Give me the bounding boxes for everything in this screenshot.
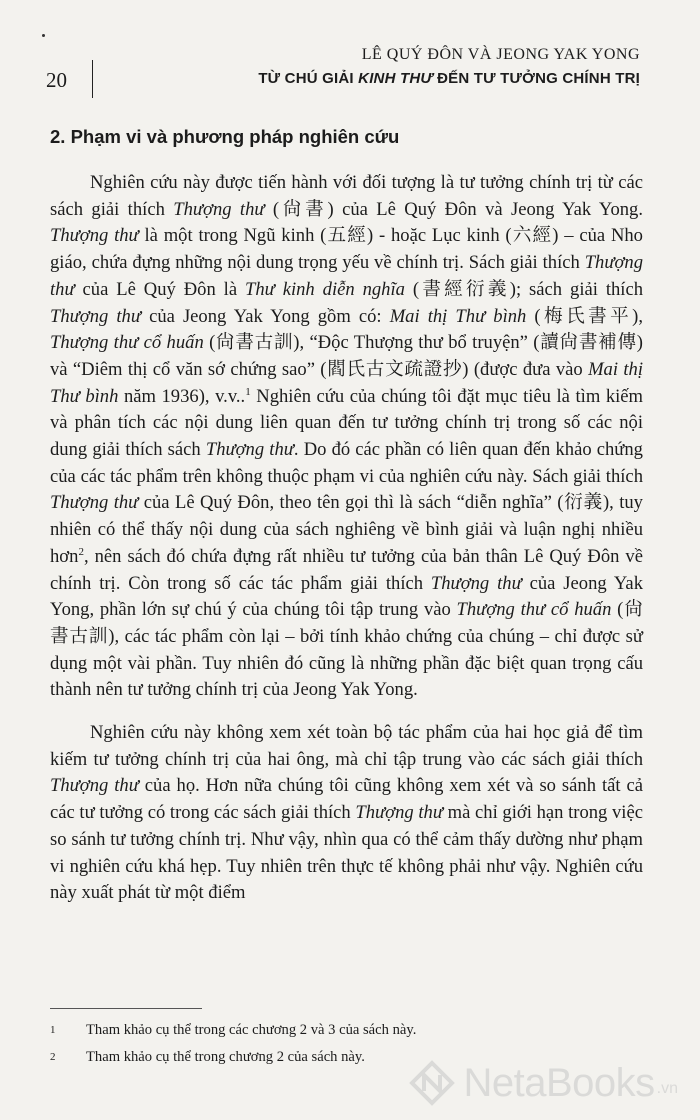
text-run: là một trong Ngũ kinh (五經) - hoặc Lục kinh (六經) – của Nho giáo, chứa đựng những nội dung trọng yếu về chính trị. Sách giải thích [50,225,643,274]
italic-title: Thượng thư [50,492,139,514]
text-run: mà chỉ giới hạn trong việc so sánh tư tưởng chính trị. Như vậy, nhìn qua có thể cảm thấy dường như phạm vi nghiên cứu khá hẹp. Tuy nhiên trên thực tế không phải như vậy. Nghiên cứu này xuất phát từ một điểm [50,802,643,904]
section-heading: 2. Phạm vi và phương pháp nghiên cứu [50,126,400,147]
watermark-text: NetaBooks [463,1060,655,1105]
watermark [409,1060,678,1106]
italic-title: Thượng thư [355,802,443,824]
text-run: của Lê Quý Đôn, theo tên gọi thì là sách “diễn nghĩa” (衍義), tuy nhiên có thể thấy nội dung của sách nghiêng về bình giải và luận nghị nhiều hơn [50,492,643,567]
italic-title: Thượng thư [50,225,139,247]
italic-title: Thượng thư [50,305,141,327]
text-run: , nên sách đó chứa đựng rất nhiều tư tưởng của bản thân Lê Quý Đôn về chính trị. Còn trong số các tác phẩm giải thích [50,545,643,594]
italic-title: Thượng thư cổ huấn [456,599,612,621]
italic-title: Mai thị Thư bình [50,358,643,407]
text-run: Nghiên cứu này không xem xét toàn bộ tác phẩm của hai học giả để tìm kiếm tư tưởng chính trị của hai ông, mà chỉ tập trung vào các sách giải thích [50,722,643,770]
page-number: 20 [46,68,67,92]
watermark-suffix: .vn [656,1080,678,1097]
body-text [50,170,643,907]
text-run: (尙書古訓), các tác phẩm còn lại – bởi tính khảo chứng của chúng – chỉ được sử dụng một vài phần. Tuy nhiên đó cũng là những phần đặc biệt quan trọng cấu thành nên tư tưởng chính trị của Jeong Yak Yong. [50,599,644,701]
footnote [50,1020,650,1040]
running-header-title-suffix: ĐẾN TƯ TƯỞNG CHÍNH TRỊ [432,70,640,87]
paragraph [50,170,643,704]
netabooks-logo-icon [409,1060,455,1106]
footnote-mark: 2 [50,1051,56,1063]
italic-title: Mai thị Thư bình [389,305,527,327]
italic-title: Thượng thư [205,439,294,461]
italic-title: Thượng thư [430,572,522,594]
footnote-text: Tham khảo cụ thể trong các chương 2 và 3 của sách này. [86,1022,417,1038]
running-header-title-italic: KINH THƯ [358,70,433,87]
header-divider [92,60,93,98]
italic-title: Thượng thư [173,198,265,220]
italic-title: Thượng thư cổ huấn [50,332,204,354]
italic-title: Thượng thư [50,775,139,797]
text-run: Nghiên cứu này được tiến hành với đối tượng là tư tưởng chính trị từ các sách giải thích [50,172,643,220]
running-header-authors: LÊ QUÝ ĐÔN VÀ JEONG YAK YONG [361,46,640,63]
footnote-ref: 2 [78,545,84,558]
running-header-title-prefix: TỪ CHÚ GIẢI [258,70,359,87]
text-run: (書經衍義); sách giải thích [404,278,643,300]
text-run: của Lê Quý Đôn là [74,278,246,300]
paragraph [50,720,643,907]
footnote-text: Tham khảo cụ thể trong chương 2 của sách này. [86,1049,365,1065]
italic-title: Thượng thư [50,252,643,300]
header-dot [42,34,45,37]
footnote-mark: 1 [50,1024,56,1036]
text-run: năm 1936), v.v.. [118,385,246,407]
running-header [258,46,640,87]
italic-title: Thư kinh diễn nghĩa [245,278,405,300]
running-header-title [258,70,640,87]
text-run: của Jeong Yak Yong, phần lớn sự chú ý của chúng tôi tập trung vào [50,572,643,621]
text-run: Nghiên cứu của chúng tôi đặt mục tiêu là tìm kiếm và phân tích các nội dung liên quan đến tư tưởng chính trị trong số các nội dung giải thích sách [50,385,644,461]
text-run: của Jeong Yak Yong gồm có: [140,305,390,327]
footnote-ref: 1 [245,385,251,398]
text-run: của họ. Hơn nữa chúng tôi cũng không xem xét và so sánh tất cả các tư tưởng có trong các sách giải thích [50,775,643,824]
text-run: (尙書) của Lê Quý Đôn và Jeong Yak Yong. [264,198,643,220]
footnote-rule [50,1008,202,1009]
text-run: (尙書古訓), “Độc Thượng thư bổ truyện” (讀尙書補傳) và “Diêm thị cổ văn sớ chứng sao” (閻氏古文疏證抄) (được đưa vào [50,332,643,380]
text-run: (梅氏書平), [526,305,643,327]
text-run: . Do đó các phần có liên quan đến khảo chứng của các tác phẩm trên không thuộc phạm vi của nghiên cứu này. Sách giải thích [50,439,643,487]
